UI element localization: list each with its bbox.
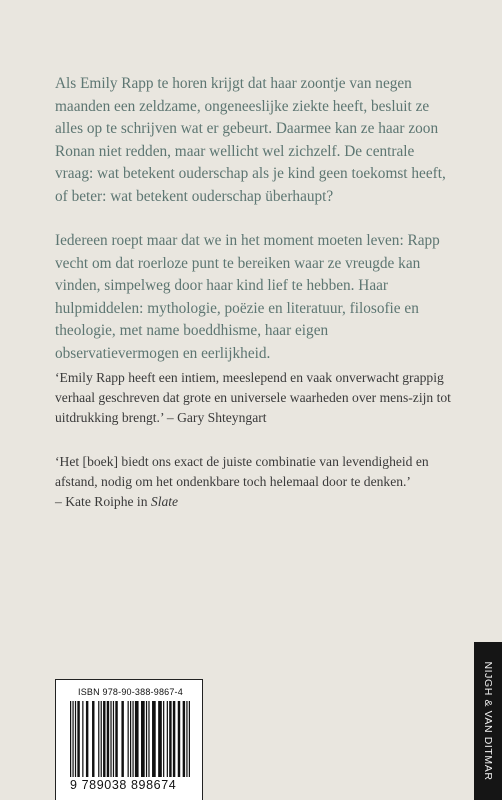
barcode-bar bbox=[158, 701, 162, 777]
quote-roiphe-text: ‘Het [boek] biedt ons exact de juiste combinatie van levendigheid en afstand, nodig om het ondenkbare toch helemaal door te denken.’ bbox=[55, 454, 429, 489]
barcode-bar bbox=[163, 701, 164, 777]
ean-digits: 9 789038 898674 bbox=[70, 778, 177, 792]
barcode-bar bbox=[141, 701, 145, 777]
publisher-spine-strip bbox=[474, 642, 502, 800]
isbn-label: ISBN 978-90-388-9867-4 bbox=[78, 687, 183, 697]
blurb-paragraph-2: Iedereen roept maar dat we in het moment moeten leven: Rapp vecht om dat roerloze punt te bereiken waar ze vreugde kan vinden, simpelweg door haar kind lief te hebben. Haar hulpmiddelen: mythologie, poëzie en literatuur, filosofie en theologie, met name boeddhisme, haar eigen observatievermogen en eerlijkheid. bbox=[55, 232, 440, 362]
barcode-bar bbox=[115, 701, 117, 777]
barcode-bar bbox=[189, 701, 190, 777]
barcode-bar bbox=[128, 701, 129, 777]
review-quotes bbox=[55, 368, 465, 512]
barcode-bar bbox=[186, 701, 187, 777]
barcode-bar bbox=[110, 701, 111, 777]
barcode-bar bbox=[70, 701, 71, 777]
quote-roiphe-source: Slate bbox=[150, 494, 179, 509]
back-cover-blurb bbox=[55, 73, 455, 365]
barcode-bar bbox=[77, 701, 79, 777]
barcode-bar bbox=[121, 701, 123, 777]
barcode-bar bbox=[178, 701, 180, 777]
publisher-name: NIJGH & VAN DITMAR bbox=[482, 661, 494, 781]
quote-roiphe bbox=[55, 452, 465, 512]
barcode-bars bbox=[70, 701, 190, 779]
barcode-bar bbox=[132, 701, 133, 777]
barcode-bar bbox=[146, 701, 147, 777]
barcode-bar bbox=[72, 701, 73, 777]
isbn-barcode bbox=[55, 679, 203, 800]
quote-roiphe-attribution: – Kate Roiphe in bbox=[55, 494, 148, 509]
barcode-bar bbox=[107, 701, 109, 777]
barcode-bar bbox=[101, 701, 102, 777]
barcode-bar bbox=[113, 701, 114, 777]
barcode-bar bbox=[167, 701, 168, 777]
barcode-bar bbox=[82, 701, 83, 777]
barcode-bar bbox=[152, 701, 156, 777]
barcode-bar bbox=[148, 701, 149, 777]
barcode-bar bbox=[92, 701, 94, 777]
barcode-bar bbox=[183, 701, 185, 777]
quote-shteyngart: ‘Emily Rapp heeft een intiem, meeslepend en vaak onverwacht grappig verhaal geschreven dat grote en universele waarheden over mens-zijn tot uitdrukking brengt.’ – Gary Shteyngart bbox=[55, 370, 451, 425]
barcode-bar bbox=[75, 701, 76, 777]
barcode-bar bbox=[169, 701, 171, 777]
barcode-bar bbox=[173, 701, 175, 777]
blurb-paragraph-1: Als Emily Rapp te horen krijgt dat haar zoontje van negen maanden een zeldzame, ongeneeslijke ziekte heeft, besluit ze alles op te schrijven wat er gebeurt. Daarmee kan ze haar zoon Ronan niet redden, maar wellicht wel zichzelf. De centrale vraag: wat betekent ouderschap als je kind geen toekomst heeft, of beter: wat betekent ouderschap überhaupt? bbox=[55, 75, 446, 205]
barcode-bar bbox=[130, 701, 131, 777]
barcode-bar bbox=[98, 701, 99, 777]
barcode-bar bbox=[103, 701, 105, 777]
barcode-bar bbox=[86, 701, 88, 777]
barcode-bar bbox=[135, 701, 139, 777]
